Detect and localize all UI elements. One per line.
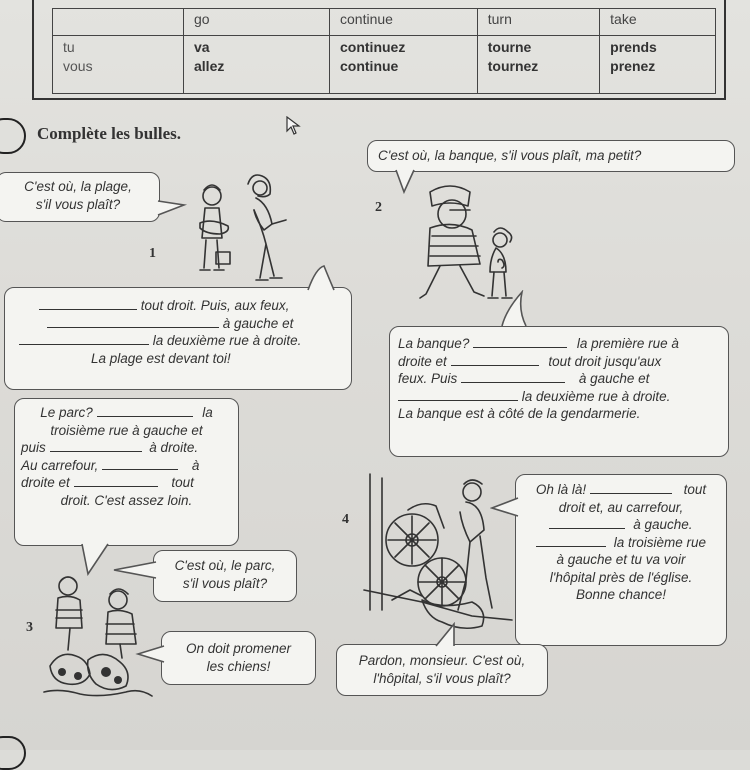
panel4-answer-line7: Bonne chance! <box>575 587 667 602</box>
panel4-answer-tail-icon <box>490 494 520 524</box>
panel3-answer-line5 <box>21 474 232 492</box>
mouse-pointer-icon <box>286 116 302 136</box>
panel2-number: 2 <box>375 200 382 215</box>
panel2-answer-tail-icon <box>498 290 532 328</box>
answer-blank[interactable] <box>461 371 565 383</box>
form-vous: continue <box>340 58 399 74</box>
panel4-answer-bubble <box>515 474 727 646</box>
panel3-people-with-dogs-illustration <box>40 570 160 700</box>
panel4-answer-text-e: la troisième rue <box>613 534 707 550</box>
panel3-question-bubble <box>153 550 297 602</box>
panel4-answer-line4 <box>522 534 720 552</box>
form-vous: prenez <box>610 58 656 74</box>
panel3-number: 3 <box>26 620 33 635</box>
exercise-number-badge <box>0 118 26 154</box>
panel2-question-bubble <box>367 140 735 172</box>
panel3-answer-line2: troisième rue à gauche et <box>50 422 203 438</box>
panel3-dogs-line1: On doit promener <box>185 641 292 656</box>
panel3-answer-text-e: à droite. <box>149 440 199 455</box>
answer-blank[interactable] <box>97 405 193 417</box>
panel2-answer-text-e: feux. Puis <box>398 371 458 386</box>
panel1-answer-tail-icon <box>306 264 340 292</box>
panel1-answer-text1: tout droit. Puis, aux feux, <box>140 298 290 313</box>
header-cell-empty <box>53 9 184 36</box>
panel2-answer-line2 <box>398 353 720 371</box>
panel4-question-bubble <box>336 644 548 696</box>
header-cell-go: go <box>184 9 330 36</box>
header-cell-continue: continue <box>330 9 478 36</box>
answer-blank[interactable] <box>74 475 158 487</box>
panel2-answer-text-d: tout droit jusqu'aux <box>548 353 662 369</box>
panel3-answer-line6: droit. C'est assez loin. <box>60 492 193 508</box>
answer-blank[interactable] <box>590 482 672 494</box>
form-vous: allez <box>194 58 225 74</box>
panel2-answer-text-a: La banque? <box>398 336 470 351</box>
panel2-answer-text-f: à gauche et <box>578 371 650 386</box>
answer-blank[interactable] <box>102 458 178 470</box>
panel2-answer-line3 <box>398 370 720 388</box>
verb-table-header-row <box>53 9 716 36</box>
panel3-answer-text-d: puis <box>21 440 46 455</box>
panel1-question-line1: C'est où, la plage, <box>24 179 132 194</box>
panel3-answer-text-i: tout <box>171 475 194 490</box>
panel1-question-bubble <box>0 172 160 222</box>
panel4-answer-text-b: tout <box>683 482 707 497</box>
panel1-answer-text2: à gauche et <box>222 315 294 331</box>
verb-table-box <box>32 0 726 100</box>
panel1-answer-line1 <box>19 297 339 315</box>
panel2-question-text: C'est où, la banque, s'il vous plaît, ma petit? <box>378 148 642 163</box>
panel1-question-line2: s'il vous plaît? <box>35 196 121 212</box>
pronoun-vous: vous <box>63 58 93 74</box>
form-vous: tournez <box>487 58 539 74</box>
panel3-dogs-bubble <box>161 631 316 685</box>
panel4-question-line1: Pardon, monsieur. C'est où, <box>358 653 526 668</box>
panel3-answer-line3 <box>21 439 232 457</box>
verb-table-forms-row <box>53 36 716 94</box>
answer-blank[interactable] <box>39 298 137 310</box>
panel2-answer-line4 <box>398 388 720 406</box>
answer-blank[interactable] <box>19 333 149 345</box>
form-tu: tourne <box>487 39 532 55</box>
panel3-dogs-tail-icon <box>134 640 166 668</box>
answer-blank[interactable] <box>50 440 142 452</box>
panel1-answer-text3: la deuxième rue à droite. <box>152 333 302 348</box>
panel3-answer-text-h: droite et <box>21 475 70 490</box>
forms-turn <box>477 36 599 94</box>
form-tu: prends <box>610 39 657 55</box>
answer-blank[interactable] <box>451 354 539 366</box>
panel4-answer-line6: l'hôpital près de l'église. <box>549 569 693 585</box>
panel1-answer-line3 <box>19 332 339 350</box>
pronoun-tu: tu <box>63 39 75 55</box>
header-cell-take: take <box>600 9 716 36</box>
panel1-answer-line2 <box>19 315 339 333</box>
panel4-answer-text-a: Oh là là! <box>535 482 587 497</box>
answer-blank[interactable] <box>549 517 625 529</box>
panel1-number: 1 <box>149 246 156 261</box>
panel1-answer-line4: La plage est devant toi! <box>91 350 231 366</box>
answer-blank[interactable] <box>536 535 606 547</box>
panel3-answer-text-f: Au carrefour, <box>21 457 99 473</box>
pronoun-cell <box>53 36 184 94</box>
forms-take <box>600 36 716 94</box>
panel4-answer-text-d: à gauche. <box>633 517 693 532</box>
forms-go <box>184 36 330 94</box>
panel2-answer-text-g: la deuxième rue à droite. <box>521 388 671 404</box>
panel3-answer-text-a: Le parc? <box>40 405 93 420</box>
answer-blank[interactable] <box>47 316 219 328</box>
exercise-title: Complète les bulles. <box>37 124 182 143</box>
form-tu: va <box>194 39 210 55</box>
panel3-answer-line1 <box>21 404 232 422</box>
forms-continue <box>330 36 478 94</box>
panel4-answer-line3 <box>522 516 720 534</box>
panel3-answer-bubble <box>14 398 239 546</box>
answer-blank[interactable] <box>473 336 567 348</box>
answer-blank[interactable] <box>398 389 518 401</box>
panel4-answer-line1 <box>522 481 720 499</box>
form-tu: continuez <box>340 39 406 55</box>
panel4-answer-line2: droit et, au carrefour, <box>558 499 684 515</box>
panel3-question-line1: C'est où, le parc, <box>174 558 276 573</box>
panel2-answer-line5: La banque est à côté de la gendarmerie. <box>398 406 641 421</box>
verb-table <box>52 8 716 94</box>
panel4-question-tail-icon <box>432 622 462 648</box>
next-exercise-badge-partial <box>0 736 26 770</box>
panel4-answer-line5: à gauche et tu va voir <box>556 552 686 567</box>
panel2-answer-line1 <box>398 335 720 353</box>
header-cell-turn: turn <box>477 9 599 36</box>
panel4-question-line2: l'hôpital, s'il vous plaît? <box>373 670 511 686</box>
panel3-question-line2: s'il vous plaît? <box>182 575 268 591</box>
panel2-answer-bubble <box>389 326 729 457</box>
panel3-answer-text-b: la <box>202 405 213 420</box>
panel3-dogs-line2: les chiens! <box>206 658 271 674</box>
panel1-question-tail-icon <box>150 195 190 225</box>
panel1-child-and-woman-illustration <box>190 168 310 286</box>
panel3-answer-line4 <box>21 457 232 475</box>
panel2-answer-text-b: la première rue à <box>576 336 679 351</box>
panel3-answer-text-g: à <box>191 457 200 473</box>
panel4-number: 4 <box>342 512 349 527</box>
panel2-answer-text-c: droite et <box>398 353 447 369</box>
panel1-answer-bubble <box>4 287 352 390</box>
